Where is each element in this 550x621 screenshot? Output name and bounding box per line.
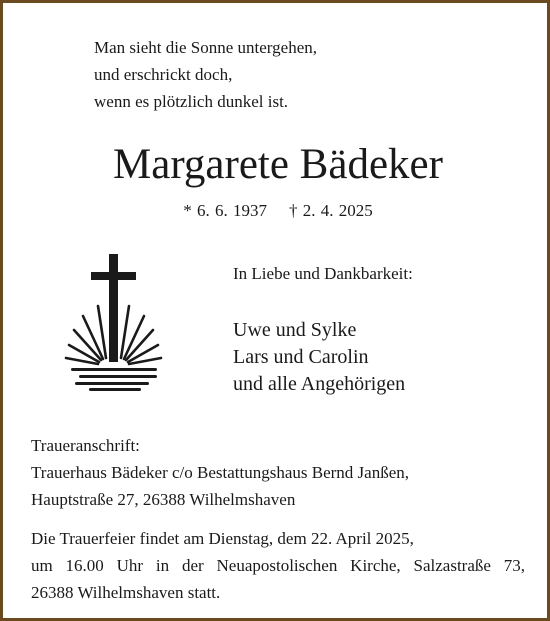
deceased-name: Margarete Bädeker [113,141,443,188]
cross-with-rising-sun-icon [63,252,183,392]
birth-date: * 6. 6. 1937 [183,201,267,220]
mourners-list [233,317,405,398]
mourner-3: und alle Angehörigen [233,373,406,395]
poem [94,34,317,115]
mourner-1: Uwe und Sylke [233,319,357,341]
poem-line-3: wenn es plötzlich dunkel ist. [94,92,289,111]
mourning-address [31,432,409,513]
address-label: Traueranschrift: [31,436,140,455]
service-line-3: 26388 Wilhelmshaven statt. [31,583,221,602]
service-line-1: Die Trauerfeier findet am Dienstag, dem 22. April 2025, [31,529,414,548]
death-date: † 2. 4. 2025 [289,201,373,220]
mourner-2: Lars und Carolin [233,346,369,368]
funeral-service-info [31,525,525,606]
address-line-2: Hauptstraße 27, 26388 Wilhelmshaven [31,490,296,509]
mourners-intro: In Liebe und Dankbarkeit: [233,264,413,283]
poem-line-2: und erschrickt doch, [94,65,233,84]
service-line-2: um 16.00 Uhr in der Neuapostolischen Kirche, Salzastraße 73, [31,556,525,575]
address-line-1: Trauerhaus Bädeker c/o Bestattungshaus Bernd Janßen, [31,463,410,482]
life-dates [3,199,550,223]
poem-line-1: Man sieht die Sonne untergehen, [94,38,318,57]
